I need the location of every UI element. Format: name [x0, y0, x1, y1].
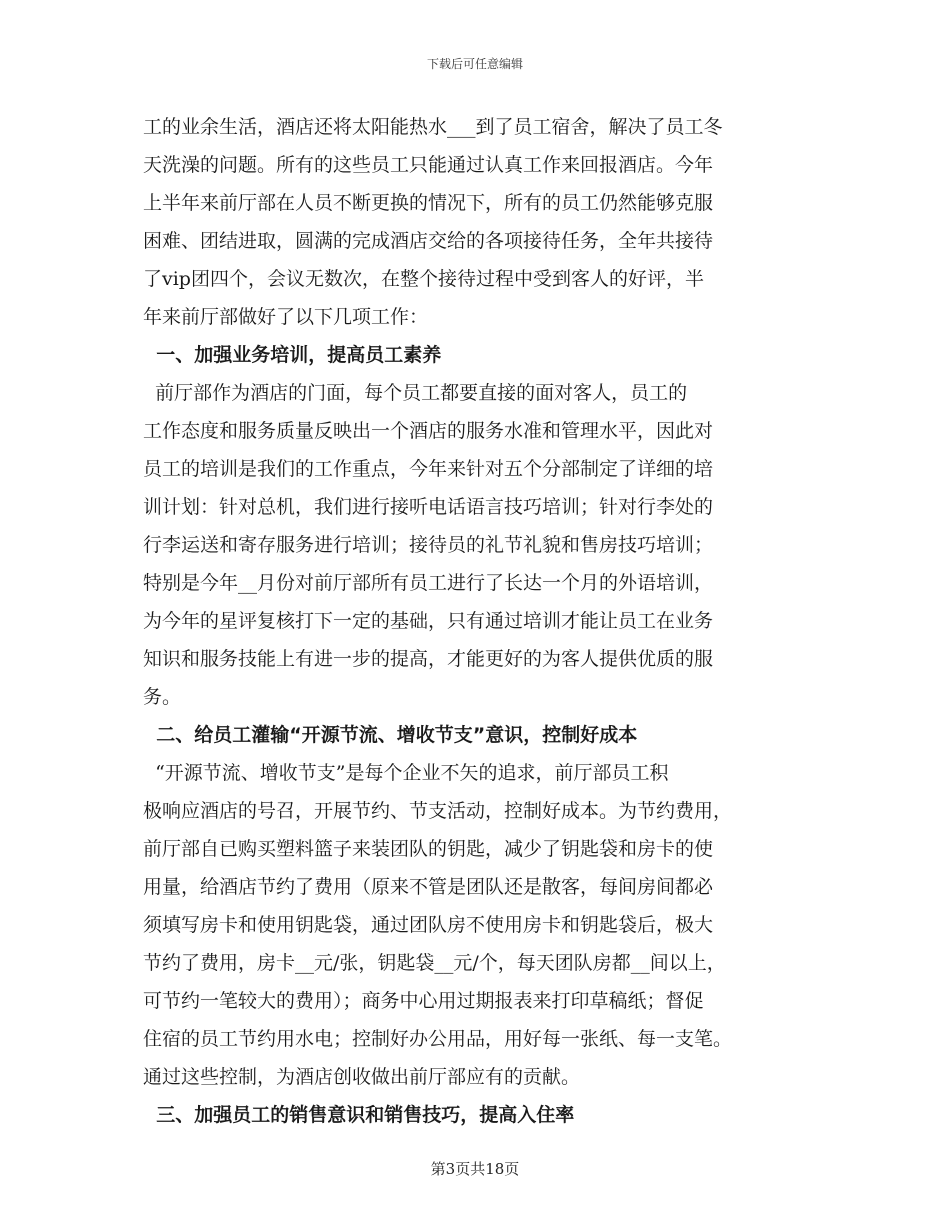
body-line: 前厅部作为酒店的门面，每个员工都要直接的面对客人，员工的 — [143, 382, 688, 404]
page-number: 第3页共18页 — [430, 1160, 520, 1178]
document-body — [143, 108, 807, 1134]
body-line: 工的业余生活，酒店还将太阳能热水___到了员工宿舍，解决了员工冬 — [143, 116, 723, 138]
body-line: 特别是今年__月份对前厅部所有员工进行了长达一个月的外语培训， — [143, 572, 714, 594]
body-line: 可节约一笔较大的费用）；商务中心用过期报表来打印草稿纸；督促 — [143, 990, 704, 1012]
body-line: 训计划：针对总机，我们进行接听电话语言技巧培训；针对行李处的 — [143, 496, 714, 518]
body-line: 工作态度和服务质量反映出一个酒店的服务水准和管理水平，因此对 — [143, 420, 714, 442]
body-line: 务。 — [143, 686, 182, 708]
body-line: 年来前厅部做好了以下几项工作： — [143, 306, 429, 328]
body-line: 了vip团四个，会议无数次，在整个接待过程中受到客人的好评，半 — [143, 268, 704, 290]
body-line: 住宿的员工节约用水电；控制好办公用品，用好每一张纸、每一支笔。 — [143, 1028, 733, 1050]
section-heading: 一、加强业务培训，提高员工素养 — [143, 344, 442, 366]
body-line: 节约了费用，房卡__元/张，钥匙袋__元/个，每天团队房都__间以上， — [143, 952, 726, 974]
body-line: 为今年的星评复核打下一定的基础，只有通过培训才能让员工在业务 — [143, 610, 714, 632]
body-line: 天洗澡的问题。所有的这些员工只能通过认真工作来回报酒店。今年 — [143, 154, 714, 176]
body-line: 前厅部自已购买塑料篮子来装团队的钥匙，减少了钥匙袋和房卡的使 — [143, 838, 714, 860]
body-line: 员工的培训是我们的工作重点，今年来针对五个分部制定了详细的培 — [143, 458, 714, 480]
section-heading: 三、加强员工的销售意识和销售技巧，提高入住率 — [143, 1104, 575, 1126]
body-line: 知识和服务技能上有进一步的提高，才能更好的为客人提供优质的服 — [143, 648, 714, 670]
section-heading: 二、给员工灌输“开源节流、增收节支”意识，控制好成本 — [143, 724, 638, 746]
body-line: 须填写房卡和使用钥匙袋，通过团队房不使用房卡和钥匙袋后，极大 — [143, 914, 714, 936]
body-line: 行李运送和寄存服务进行培训；接待员的礼节礼貌和售房技巧培训； — [143, 534, 714, 556]
body-line: 通过这些控制，为酒店创收做出前厅部应有的贡献。 — [143, 1066, 581, 1088]
page-header: 下载后可任意编辑 — [426, 57, 523, 71]
body-line: 用量，给酒店节约了费用（原来不管是团队还是散客，每间房间都必 — [143, 876, 714, 898]
body-line: 上半年来前厅部在人员不断更换的情况下，所有的员工仍然能够克服 — [143, 192, 714, 214]
body-line: 极响应酒店的号召，开展节约、节支活动，控制好成本。为节约费用， — [143, 800, 733, 822]
body-line: “开源节流、增收节支”是每个企业不矢的追求，前厅部员工积 — [143, 762, 669, 784]
body-line: 困难、团结进取，圆满的完成酒店交给的各项接待任务，全年共接待 — [143, 230, 714, 252]
